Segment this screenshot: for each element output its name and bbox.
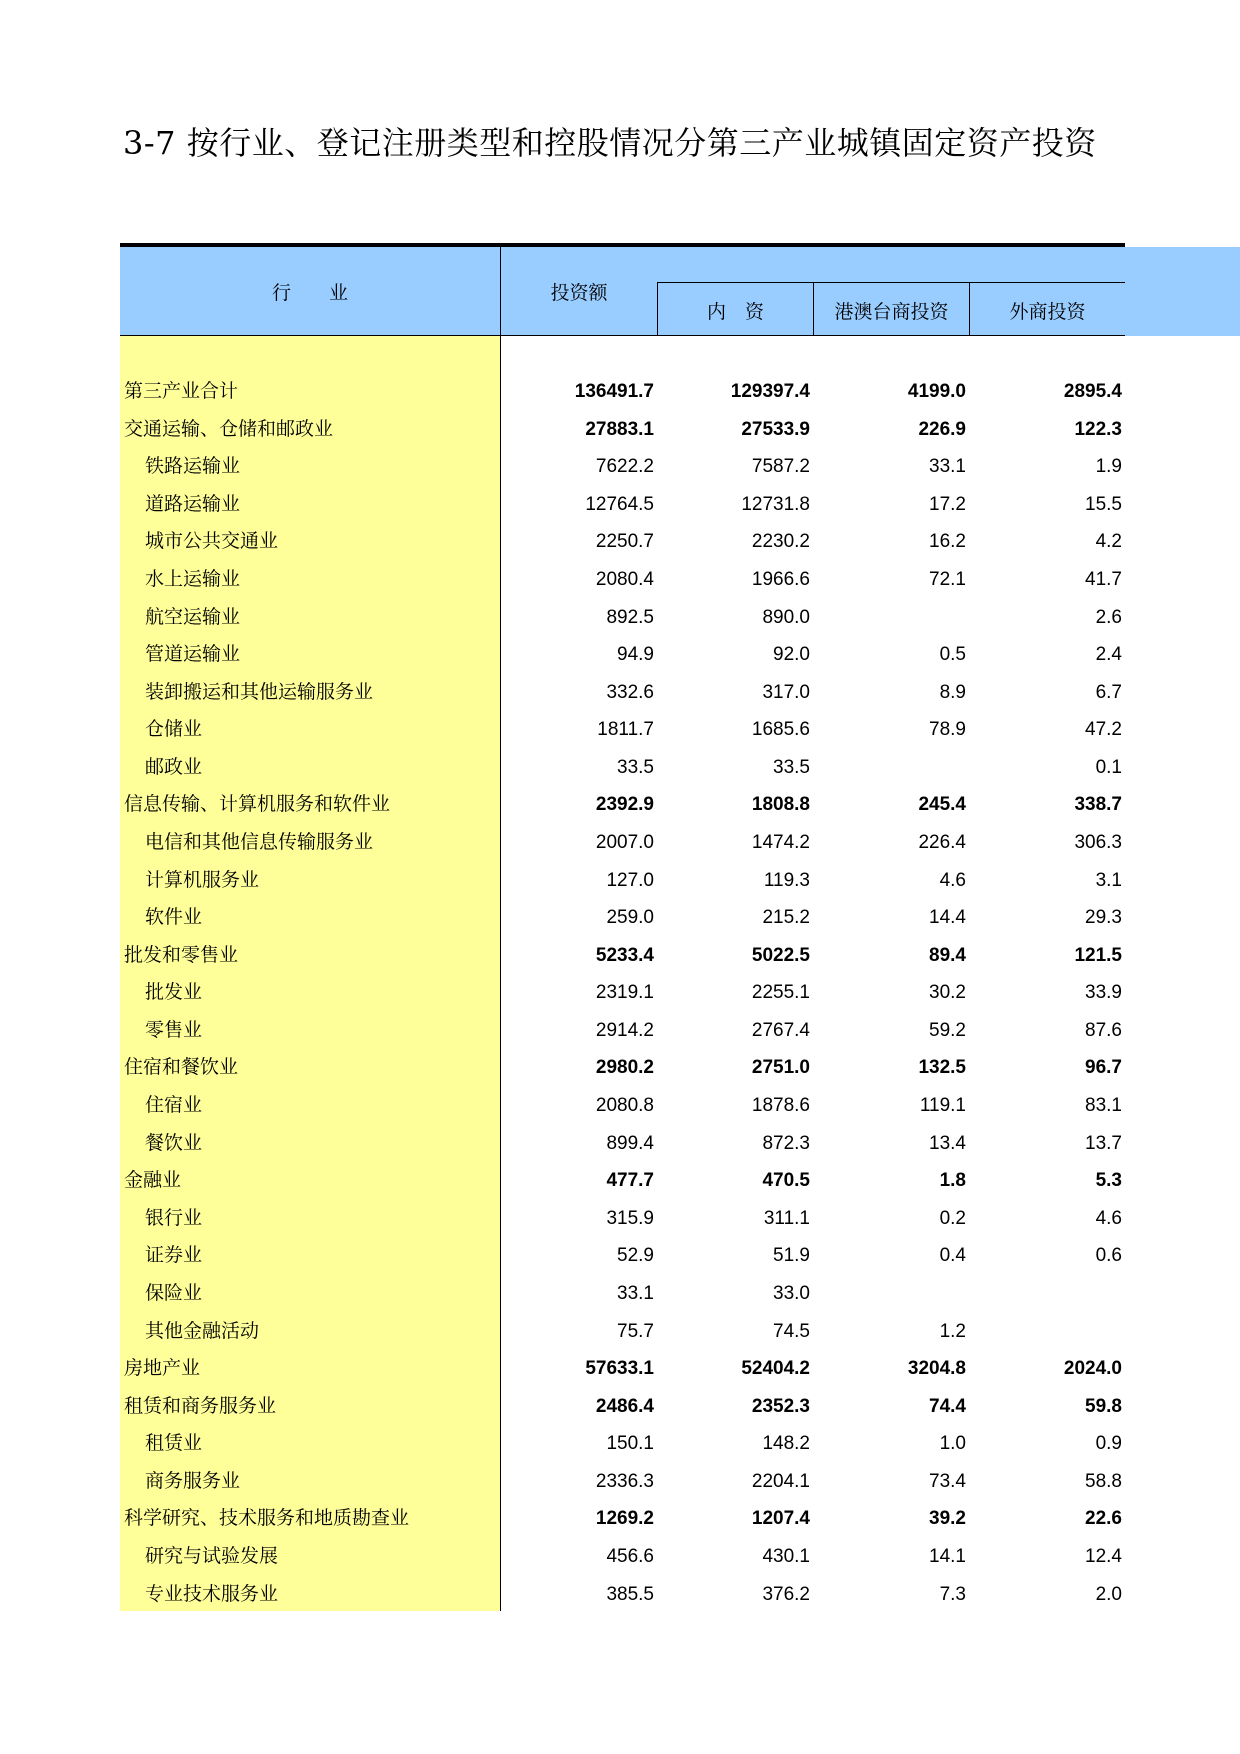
table-row <box>0 523 1240 560</box>
cell-foreign: 2.0 <box>1095 1583 1122 1605</box>
row-label: 科学研究、技术服务和地质勘查业 <box>124 1507 410 1530</box>
cell-foreign: 0.9 <box>1095 1433 1122 1455</box>
row-label: 租赁业 <box>145 1432 203 1455</box>
header-hmt: 港澳台商投资 <box>834 301 949 323</box>
cell-investment: 2080.4 <box>595 568 654 590</box>
table-row <box>0 636 1240 673</box>
row-label: 装卸搬运和其他运输服务业 <box>145 680 374 703</box>
table-row <box>0 862 1240 899</box>
table-row <box>0 373 1240 410</box>
cell-domestic: 1474.2 <box>751 832 810 853</box>
table-row <box>0 1049 1240 1086</box>
header-industry: 行 业 <box>271 282 348 304</box>
cell-investment: 315.9 <box>606 1207 654 1229</box>
cell-foreign: 2.4 <box>1095 644 1122 666</box>
cell-domestic: 2751.0 <box>751 1057 810 1079</box>
cell-domestic: 33.0 <box>773 1282 810 1304</box>
cell-domestic: 129397.4 <box>730 381 810 402</box>
cell-foreign: 58.8 <box>1085 1470 1122 1492</box>
table-row <box>0 1425 1240 1462</box>
cell-domestic: 7587.2 <box>751 456 810 478</box>
row-label: 计算机服务业 <box>145 868 260 891</box>
cell-investment: 150.1 <box>606 1433 654 1455</box>
cell-hmt: 0.4 <box>939 1245 966 1267</box>
row-label: 保险业 <box>145 1281 203 1304</box>
cell-hmt: 1.2 <box>939 1320 966 1342</box>
row-label: 金融业 <box>124 1169 182 1192</box>
cell-hmt: 132.5 <box>918 1057 966 1079</box>
cell-domestic: 52404.2 <box>741 1358 810 1380</box>
cell-investment: 127.0 <box>606 869 654 891</box>
cell-investment: 2336.3 <box>595 1470 654 1492</box>
cell-investment: 136491.7 <box>574 381 654 402</box>
cell-foreign: 3.1 <box>1095 869 1122 891</box>
cell-foreign: 96.7 <box>1085 1057 1122 1079</box>
table-row <box>0 1313 1240 1350</box>
cell-foreign: 5.3 <box>1095 1170 1122 1192</box>
table-row <box>0 561 1240 598</box>
cell-investment: 1269.2 <box>595 1508 654 1530</box>
cell-investment: 57633.1 <box>585 1358 654 1380</box>
row-label: 管道运输业 <box>145 643 241 666</box>
cell-hmt: 119.1 <box>919 1095 966 1116</box>
table-row <box>0 1275 1240 1312</box>
header-domestic: 内 资 <box>706 301 764 323</box>
cell-domestic: 872.3 <box>762 1132 810 1154</box>
cell-investment: 385.5 <box>606 1583 654 1605</box>
cell-investment: 52.9 <box>617 1245 654 1267</box>
table-row <box>0 1576 1240 1613</box>
table-row <box>0 899 1240 936</box>
table-row <box>0 824 1240 861</box>
table-row <box>0 749 1240 786</box>
row-label: 批发业 <box>145 981 203 1004</box>
table-row <box>0 786 1240 823</box>
cell-domestic: 890.0 <box>762 606 810 628</box>
cell-investment: 7622.2 <box>595 456 654 478</box>
cell-domestic: 2255.1 <box>751 982 810 1004</box>
page-title: 3-7 按行业、登记注册类型和控股情况分第三产业城镇固定资产投资 <box>123 124 1097 162</box>
table-row <box>0 1012 1240 1049</box>
subheader-top-rule <box>658 282 1125 283</box>
cell-hmt: 245.4 <box>918 794 966 816</box>
cell-foreign: 22.6 <box>1085 1508 1122 1530</box>
cell-domestic: 74.5 <box>773 1320 810 1342</box>
cell-foreign: 83.1 <box>1085 1095 1122 1116</box>
table-row <box>0 937 1240 974</box>
cell-hmt: 7.3 <box>939 1583 966 1605</box>
cell-investment: 892.5 <box>606 606 654 628</box>
row-label: 软件业 <box>145 906 203 929</box>
row-label: 商务服务业 <box>145 1469 241 1492</box>
cell-hmt: 39.2 <box>929 1508 966 1530</box>
cell-foreign: 6.7 <box>1095 681 1122 703</box>
cell-foreign: 0.1 <box>1095 756 1122 778</box>
row-label: 餐饮业 <box>145 1131 203 1154</box>
table-row <box>0 711 1240 748</box>
cell-investment: 1811.7 <box>597 719 654 741</box>
cell-domestic: 2230.2 <box>751 531 810 553</box>
cell-investment: 2980.2 <box>595 1057 654 1079</box>
row-label: 证券业 <box>145 1244 203 1267</box>
table-row <box>0 599 1240 636</box>
cell-foreign: 15.5 <box>1085 493 1122 515</box>
cell-investment: 899.4 <box>606 1132 654 1154</box>
table-row <box>0 974 1240 1011</box>
cell-hmt: 0.5 <box>939 644 966 666</box>
cell-foreign: 1.9 <box>1095 456 1122 478</box>
cell-hmt: 33.1 <box>929 456 966 478</box>
cell-hmt: 17.2 <box>929 493 966 515</box>
row-label: 航空运输业 <box>145 605 241 628</box>
cell-hmt: 4199.0 <box>907 381 966 402</box>
cell-hmt: 14.1 <box>929 1546 966 1567</box>
cell-investment: 332.6 <box>606 681 654 703</box>
table-row <box>0 1350 1240 1387</box>
cell-domestic: 430.1 <box>762 1546 810 1567</box>
cell-foreign: 338.7 <box>1074 794 1122 816</box>
row-label: 城市公共交通业 <box>145 530 279 553</box>
cell-hmt: 78.9 <box>929 719 966 741</box>
table-row <box>0 1200 1240 1237</box>
cell-domestic: 12731.8 <box>741 493 810 515</box>
cell-domestic: 1966.6 <box>751 568 810 590</box>
cell-domestic: 27533.9 <box>741 418 810 440</box>
cell-domestic: 33.5 <box>773 756 810 778</box>
cell-hmt: 0.2 <box>939 1207 966 1229</box>
row-label: 水上运输业 <box>145 567 241 590</box>
cell-foreign: 41.7 <box>1085 568 1122 590</box>
cell-hmt: 16.2 <box>929 531 966 553</box>
cell-foreign: 33.9 <box>1085 982 1122 1004</box>
cell-domestic: 2204.1 <box>751 1470 810 1492</box>
row-label: 研究与试验发展 <box>145 1545 279 1567</box>
header-foreign: 外商投资 <box>1009 301 1086 323</box>
table-row <box>0 1087 1240 1124</box>
table-row <box>0 1500 1240 1537</box>
row-label: 租赁和商务服务业 <box>124 1394 277 1417</box>
row-label: 交通运输、仓储和邮政业 <box>124 417 334 440</box>
cell-investment: 33.1 <box>617 1282 654 1304</box>
cell-investment: 94.9 <box>617 644 654 666</box>
cell-foreign: 121.5 <box>1074 944 1122 966</box>
row-label: 道路运输业 <box>145 492 241 515</box>
table-row <box>0 674 1240 711</box>
row-label: 其他金融活动 <box>145 1319 260 1342</box>
cell-domestic: 1878.6 <box>751 1095 810 1116</box>
cell-foreign: 13.7 <box>1085 1132 1122 1154</box>
cell-hmt: 3204.8 <box>907 1358 966 1380</box>
cell-domestic: 5022.5 <box>751 944 810 966</box>
cell-foreign: 4.2 <box>1095 531 1122 553</box>
table-row <box>0 1162 1240 1199</box>
cell-hmt: 1.8 <box>939 1170 966 1192</box>
cell-domestic: 51.9 <box>773 1245 810 1267</box>
cell-hmt: 1.0 <box>939 1433 966 1455</box>
table-row <box>0 486 1240 523</box>
cell-foreign: 87.6 <box>1085 1019 1122 1041</box>
row-label: 第三产业合计 <box>124 380 239 402</box>
row-label: 专业技术服务业 <box>145 1582 279 1605</box>
row-label: 信息传输、计算机服务和软件业 <box>124 793 391 816</box>
cell-domestic: 215.2 <box>762 907 810 929</box>
table-row <box>0 411 1240 448</box>
table-row <box>0 448 1240 485</box>
row-label: 银行业 <box>145 1206 203 1229</box>
cell-domestic: 311.1 <box>763 1207 810 1229</box>
cell-foreign: 0.6 <box>1095 1245 1122 1267</box>
row-label: 批发和零售业 <box>124 943 239 966</box>
cell-domestic: 376.2 <box>762 1583 810 1605</box>
cell-domestic: 2767.4 <box>751 1019 810 1041</box>
row-label: 房地产业 <box>124 1357 201 1380</box>
cell-domestic: 470.5 <box>762 1170 810 1192</box>
cell-foreign: 59.8 <box>1085 1395 1122 1417</box>
cell-hmt: 89.4 <box>929 944 966 966</box>
cell-foreign: 2024.0 <box>1063 1358 1122 1380</box>
cell-investment: 477.7 <box>606 1170 654 1192</box>
cell-investment: 75.7 <box>617 1320 654 1342</box>
cell-hmt: 4.6 <box>939 869 966 891</box>
cell-hmt: 14.4 <box>929 907 966 929</box>
cell-foreign: 306.3 <box>1074 832 1122 853</box>
header-investment: 投资额 <box>550 282 608 304</box>
cell-foreign: 47.2 <box>1085 719 1122 741</box>
cell-investment: 2250.7 <box>595 531 654 553</box>
row-label: 电信和其他信息传输服务业 <box>145 831 374 853</box>
table-row <box>0 1125 1240 1162</box>
row-label: 铁路运输业 <box>145 455 241 478</box>
cell-domestic: 1685.6 <box>751 719 810 741</box>
cell-investment: 33.5 <box>617 756 654 778</box>
cell-hmt: 13.4 <box>929 1132 966 1154</box>
cell-domestic: 1207.4 <box>751 1508 810 1530</box>
cell-investment: 2392.9 <box>595 794 654 816</box>
table-row <box>0 1538 1240 1575</box>
row-label: 住宿和餐饮业 <box>124 1056 239 1079</box>
cell-investment: 2486.4 <box>595 1395 654 1417</box>
cell-hmt: 8.9 <box>939 681 966 703</box>
row-label: 零售业 <box>145 1018 203 1041</box>
cell-foreign: 2.6 <box>1095 606 1122 628</box>
table-top-rule <box>120 243 1125 247</box>
cell-hmt: 226.4 <box>918 832 966 853</box>
cell-foreign: 12.4 <box>1085 1546 1122 1567</box>
cell-domestic: 119.3 <box>763 869 810 891</box>
row-label: 邮政业 <box>145 755 203 778</box>
cell-investment: 2007.0 <box>595 832 654 853</box>
cell-investment: 12764.5 <box>585 493 654 515</box>
cell-investment: 5233.4 <box>595 944 654 966</box>
cell-hmt: 72.1 <box>929 568 966 590</box>
cell-investment: 456.6 <box>606 1546 654 1567</box>
cell-hmt: 30.2 <box>929 982 966 1004</box>
cell-domestic: 1808.8 <box>751 794 810 816</box>
cell-hmt: 226.9 <box>918 418 966 440</box>
cell-foreign: 2895.4 <box>1063 381 1122 402</box>
cell-investment: 2914.2 <box>595 1019 654 1041</box>
cell-investment: 27883.1 <box>585 418 654 440</box>
cell-foreign: 122.3 <box>1074 418 1122 440</box>
table-row <box>0 1237 1240 1274</box>
cell-hmt: 73.4 <box>929 1470 966 1492</box>
table-row <box>0 1388 1240 1425</box>
table-row <box>0 1463 1240 1500</box>
cell-investment: 2319.1 <box>595 982 654 1004</box>
cell-foreign: 29.3 <box>1085 907 1122 929</box>
cell-domestic: 317.0 <box>762 681 810 703</box>
row-label: 仓储业 <box>145 718 203 741</box>
cell-domestic: 92.0 <box>773 644 810 666</box>
cell-investment: 259.0 <box>606 907 654 929</box>
cell-foreign: 4.6 <box>1095 1207 1122 1229</box>
row-label: 住宿业 <box>145 1094 203 1116</box>
cell-domestic: 2352.3 <box>751 1395 810 1417</box>
cell-investment: 2080.8 <box>595 1095 654 1116</box>
cell-hmt: 74.4 <box>929 1395 966 1417</box>
cell-hmt: 59.2 <box>929 1019 966 1041</box>
cell-domestic: 148.2 <box>762 1433 810 1455</box>
